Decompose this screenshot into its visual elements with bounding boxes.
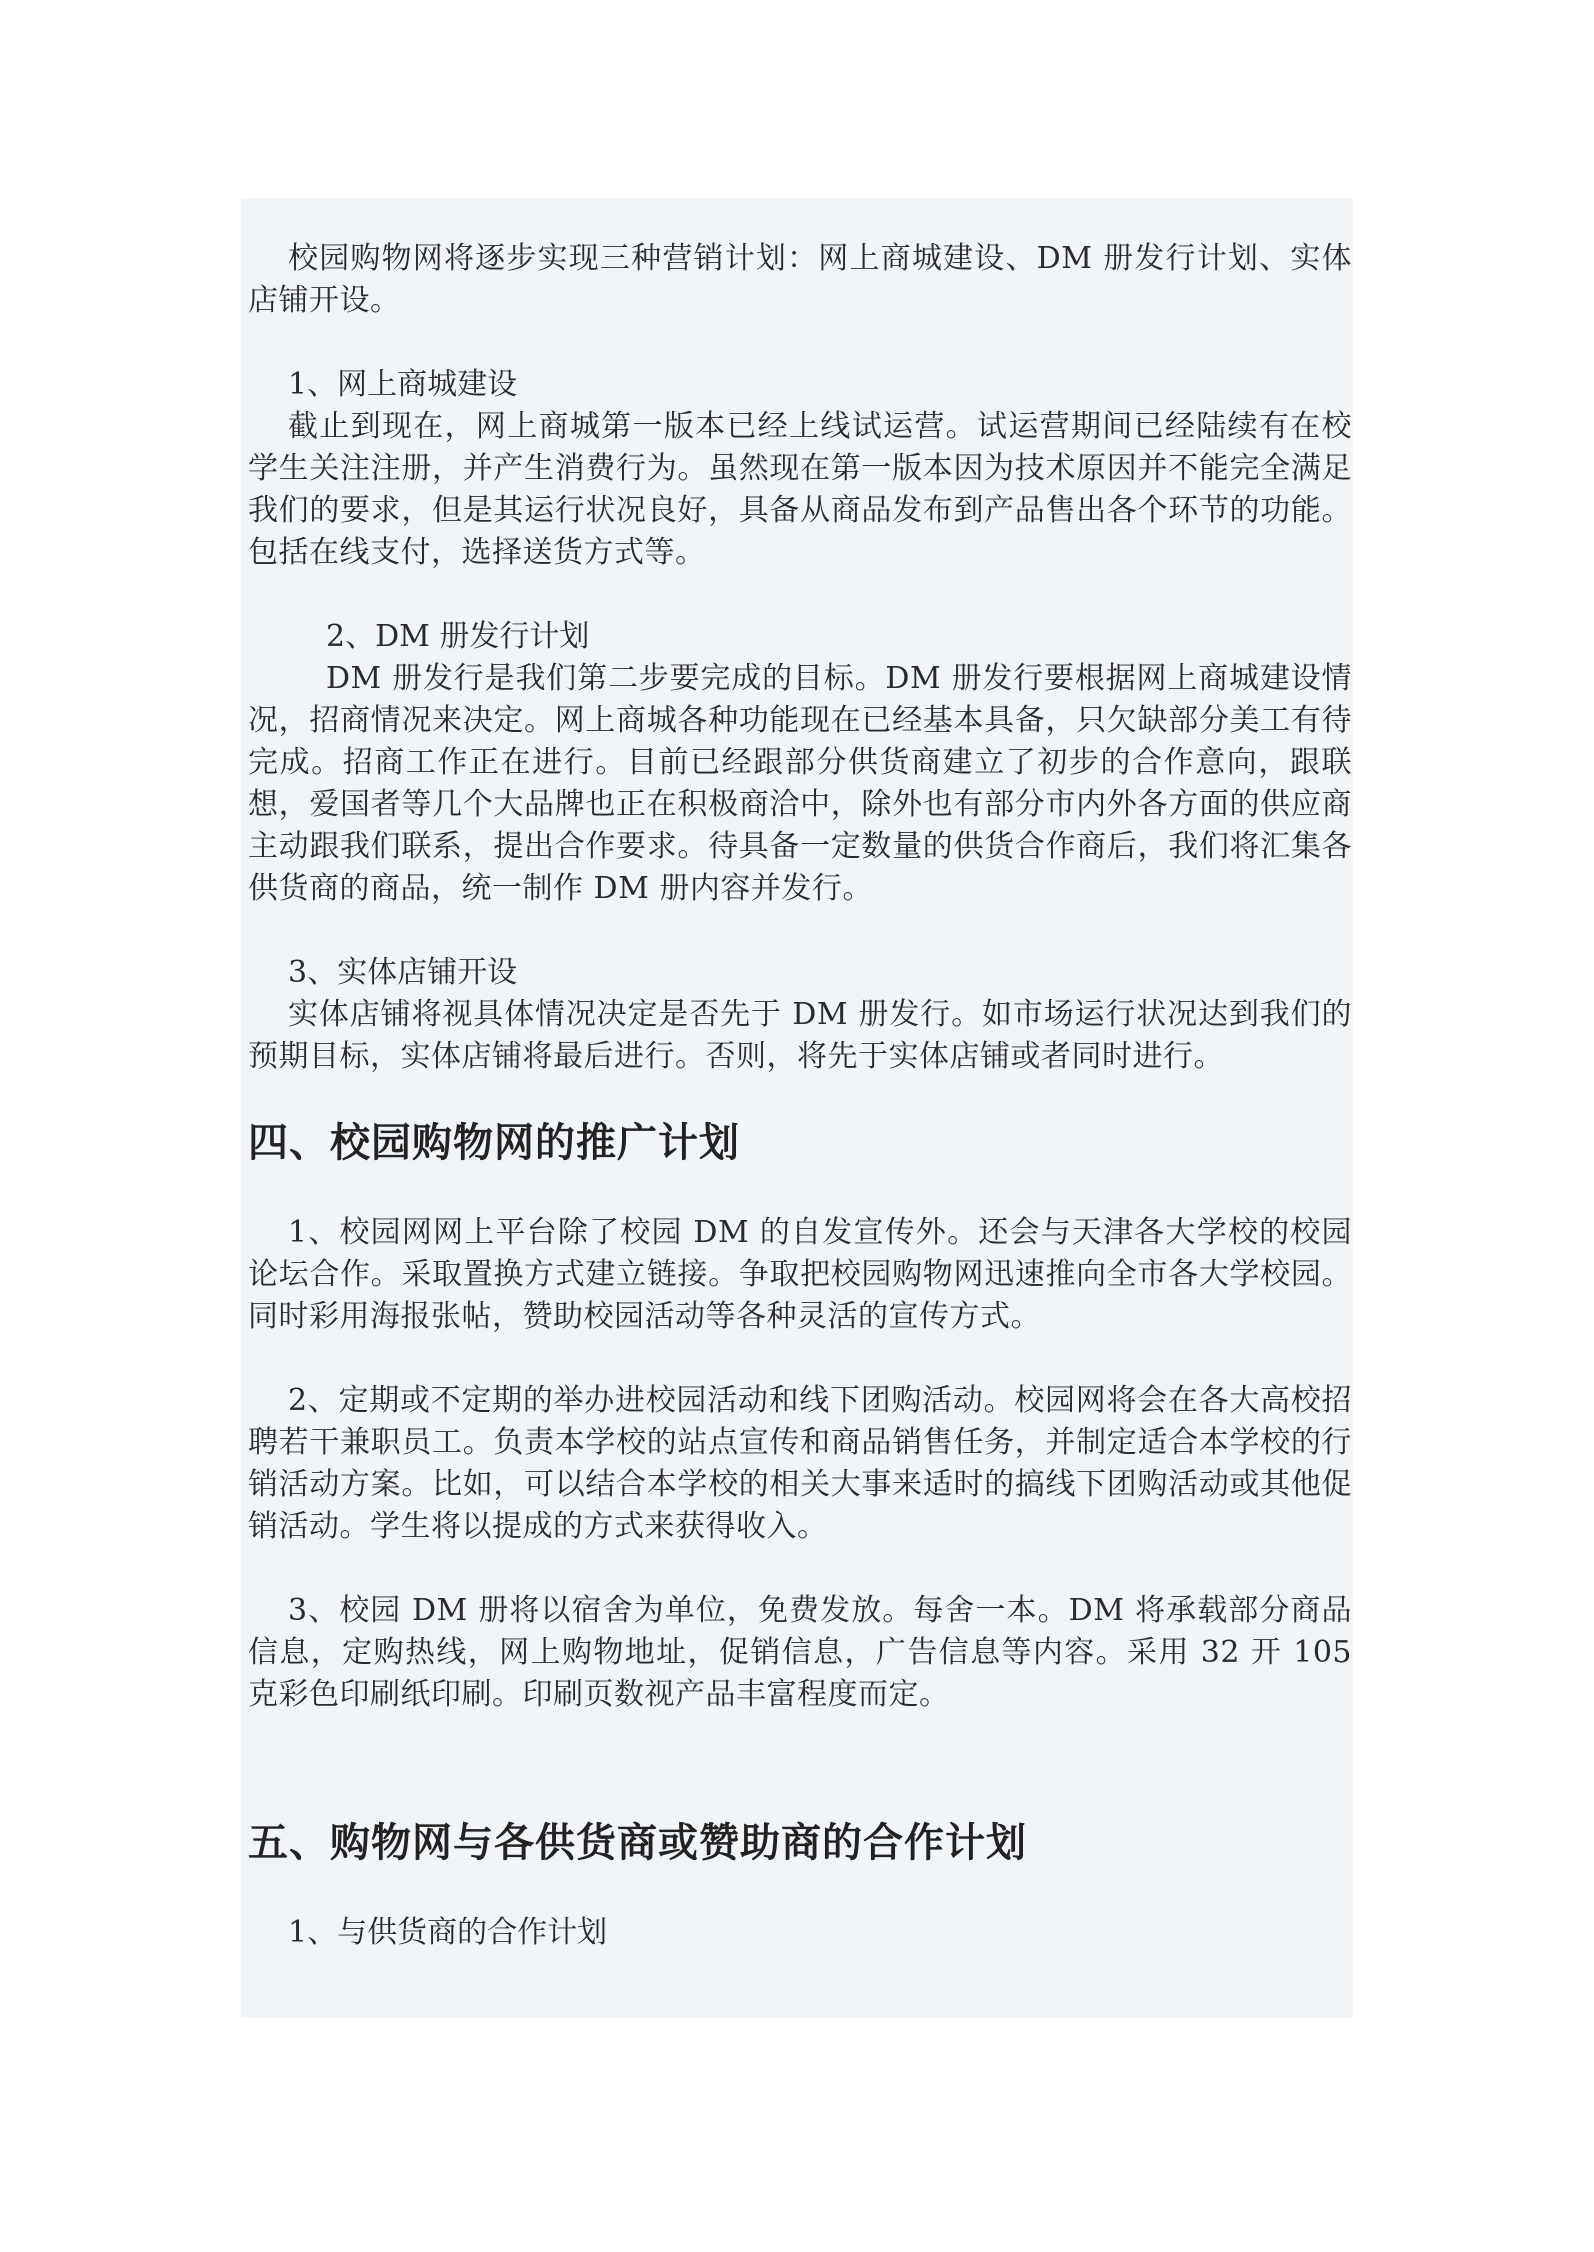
section5-heading: 五、购物网与各供货商或赞助商的合作计划 bbox=[248, 1819, 1027, 1866]
plan1-title: 1、网上商城建设 bbox=[288, 367, 518, 402]
plan2-title: 2、DM 册发行计划 bbox=[326, 619, 590, 654]
section5-item-1: 1、与供货商的合作计划 bbox=[288, 1915, 608, 1950]
plan3-title: 3、实体店铺开设 bbox=[288, 955, 518, 990]
section4-item-2: 2、定期或不定期的举办进校园活动和线下团购活动。校园网将会在各大高校招聘若干兼职员工。负责本学校的站点宣传和商品销售任务，并制定适合本学校的行销活动方案。比如，可以结合本学校的相关大事来适时的搞线下团购活动或其他促销活动。学生将以提成的方式来获得收入。 bbox=[248, 1383, 1352, 1544]
intro-paragraph: 校园购物网将逐步实现三种营销计划：网上商城建设、DM 册发行计划、实体店铺开设。 bbox=[248, 241, 1352, 318]
section4-item-1: 1、校园网网上平台除了校园 DM 的自发宣传外。还会与天津各大学校的校园论坛合作。采取置换方式建立链接。争取把校园购物网迅速推向全市各大学校园。同时彩用海报张帖，赞助校园活动等各种灵活的宣传方式。 bbox=[248, 1215, 1352, 1334]
plan3-body: 实体店铺将视具体情况决定是否先于 DM 册发行。如市场运行状况达到我们的预期目标，实体店铺将最后进行。否则，将先于实体店铺或者同时进行。 bbox=[248, 997, 1352, 1074]
plan2-body: DM 册发行是我们第二步要完成的目标。DM 册发行要根据网上商城建设情况，招商情况来决定。网上商城各种功能现在已经基本具备，只欠缺部分美工有待完成。招商工作正在进行。目前已经跟部分供货商建立了初步的合作意向，跟联想，爱国者等几个大品牌也正在积极商洽中，除外也有部分市内外各方面的供应商主动跟我们联系，提出合作要求。待具备一定数量的供货合作商后，我们将汇集各供货商的商品，统一制作 DM 册内容并发行。 bbox=[248, 661, 1352, 906]
section4-heading: 四、校园购物网的推广计划 bbox=[248, 1119, 740, 1166]
document-body bbox=[248, 238, 1352, 1954]
plan1-body: 截止到现在，网上商城第一版本已经上线试运营。试运营期间已经陆续有在校学生关注注册，并产生消费行为。虽然现在第一版本因为技术原因并不能完全满足我们的要求，但是其运行状况良好，具备从商品发布到产品售出各个环节的功能。包括在线支付，选择送货方式等。 bbox=[248, 409, 1352, 570]
section4-item-3: 3、校园 DM 册将以宿舍为单位，免费发放。每舍一本。DM 将承载部分商品信息，定购热线，网上购物地址，促销信息，广告信息等内容。采用 32 开 105 克彩色印刷纸印刷。印刷页数视产品丰富程度而定。 bbox=[248, 1593, 1352, 1712]
